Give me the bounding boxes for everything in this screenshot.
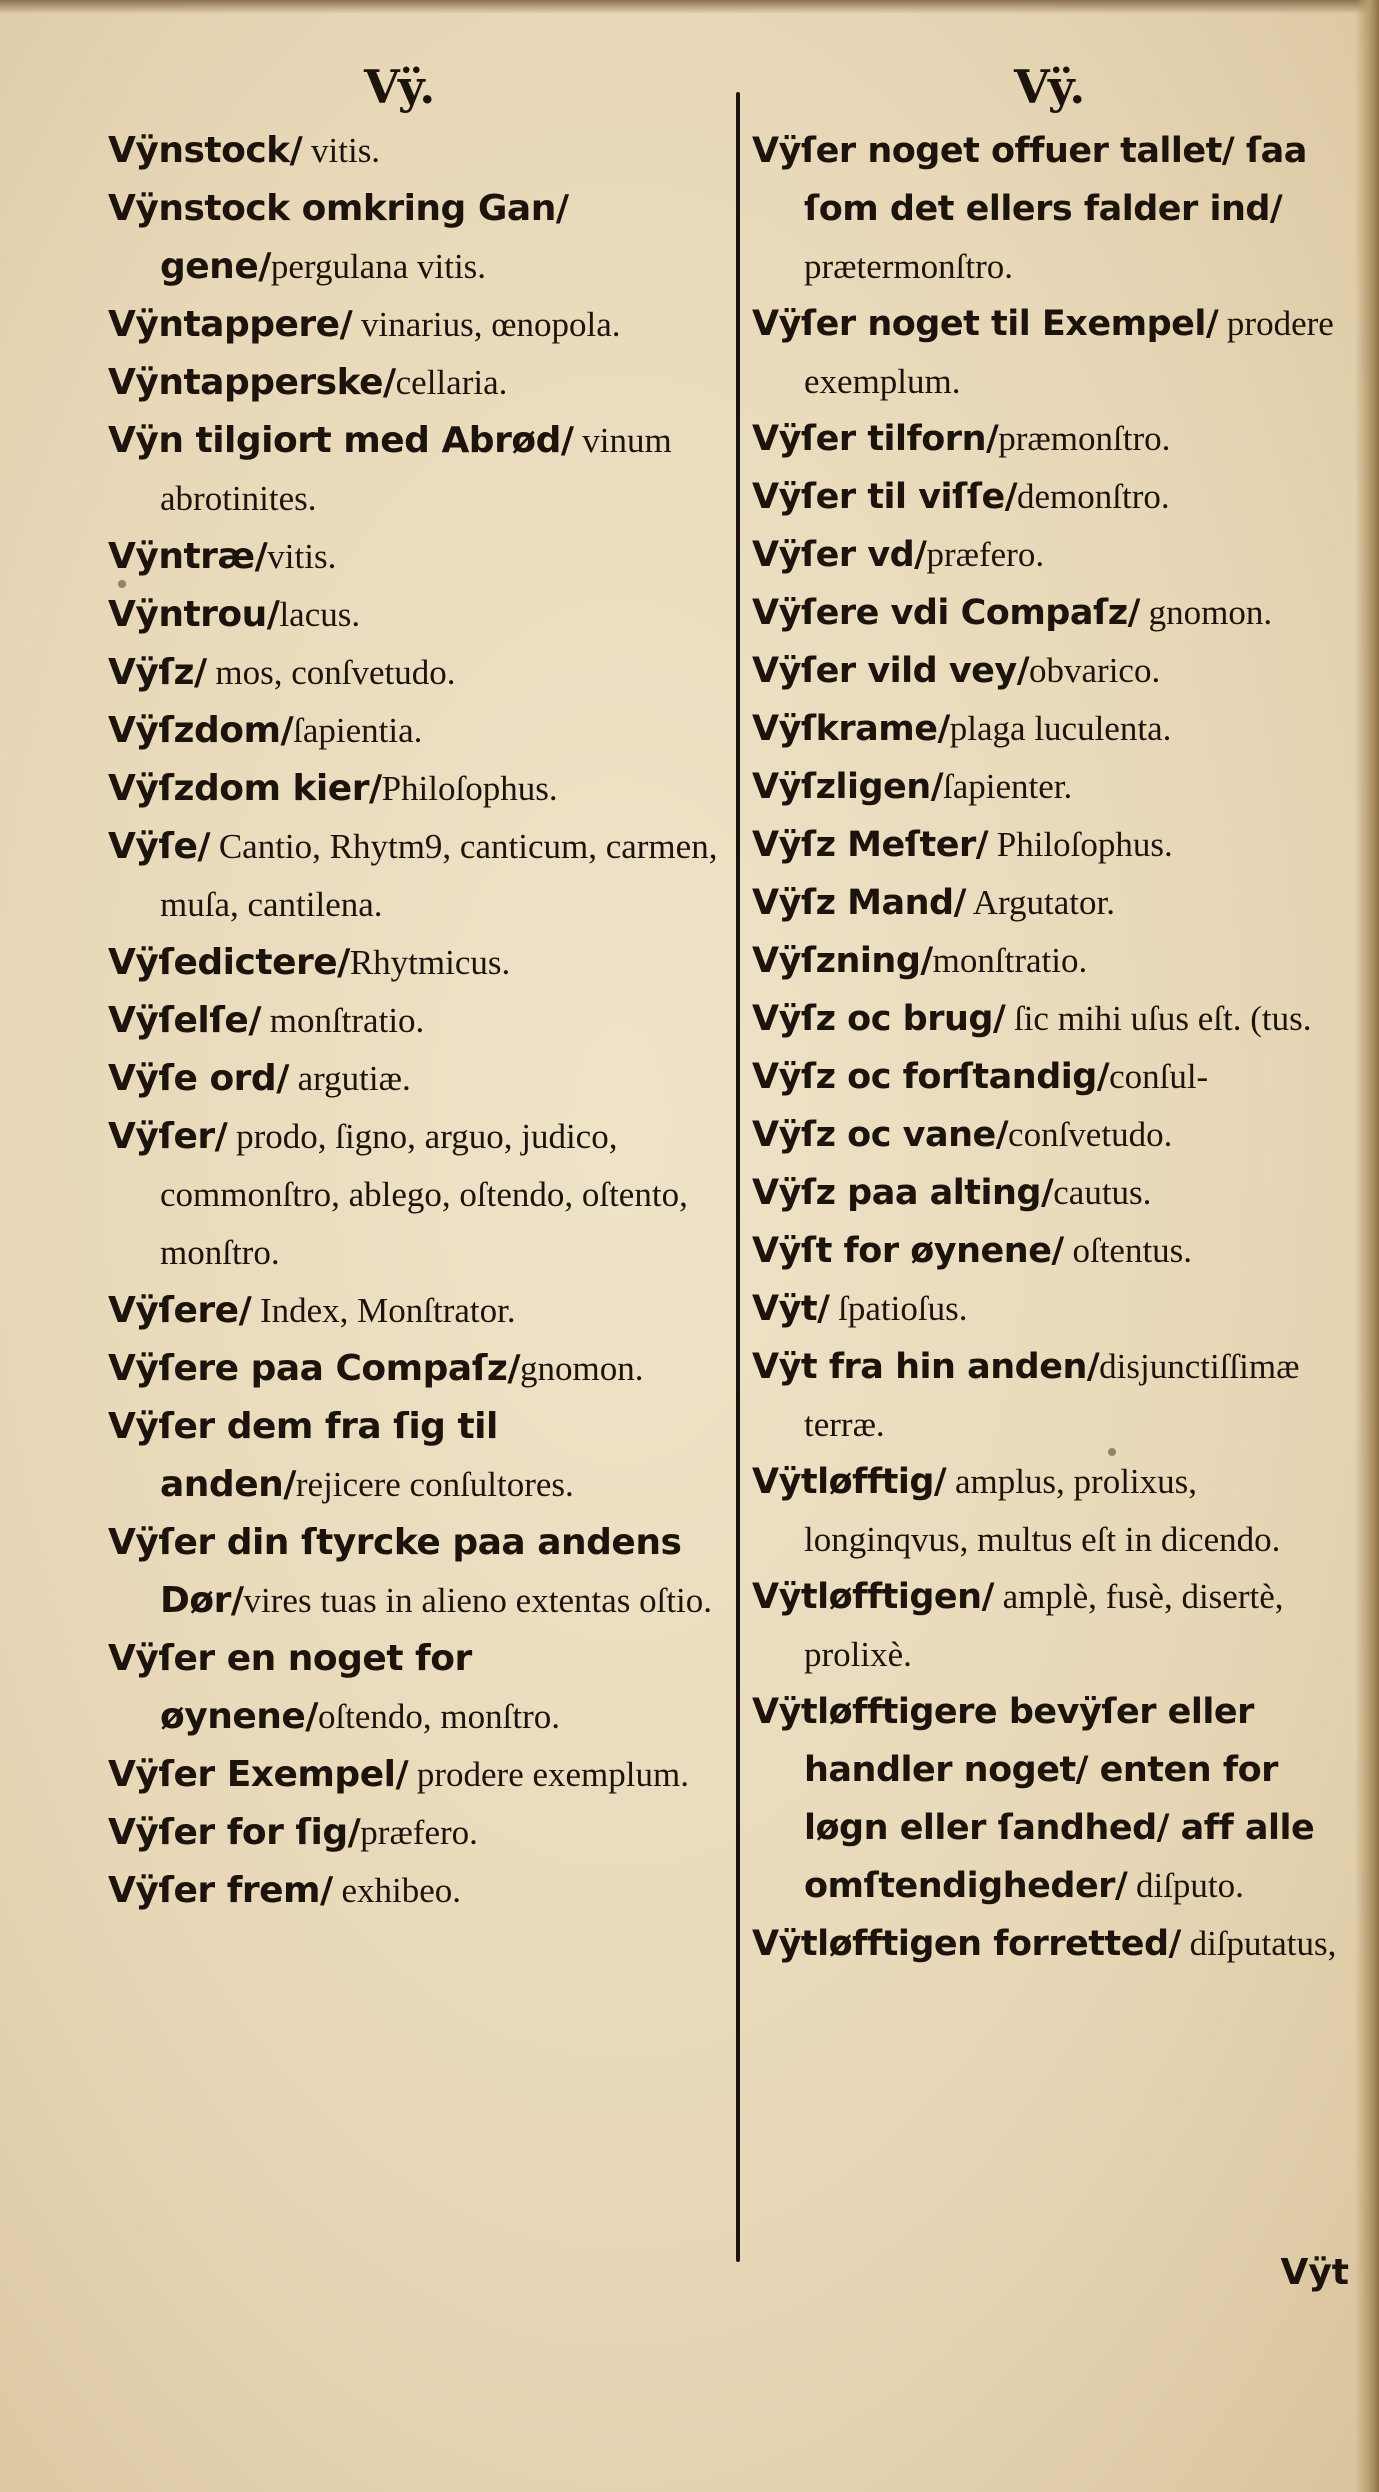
entry-gloss: vires tuas in alieno extentas oſtio. [243, 1581, 713, 1620]
entry-headword: Vÿſere vdi Compaſz/ [752, 593, 1140, 633]
dictionary-entry [752, 122, 1352, 295]
entry-gloss: plaga luculenta. [949, 709, 1172, 748]
entry-gloss: disjunctiſſimæ terræ. [804, 1347, 1300, 1444]
dictionary-entry [752, 1048, 1352, 1106]
entry-gloss: præfero. [926, 535, 1045, 574]
entry-headword: Vÿntapperske/ [108, 362, 396, 403]
dictionary-entry [752, 1915, 1352, 1973]
dictionary-entry [752, 584, 1352, 642]
dictionary-entry [752, 1568, 1352, 1683]
entry-headword: Vÿnstock/ [108, 130, 303, 171]
entry-gloss: ſpatioſus. [829, 1289, 968, 1328]
entry-gloss: vinum abrotinites. [160, 421, 672, 518]
entry-gloss: Philoſophus. [988, 825, 1173, 864]
entry-headword: Vÿt/ [752, 1289, 830, 1329]
entry-gloss: cellaria. [395, 363, 508, 402]
entry-gloss: monſtratio. [932, 941, 1088, 980]
dictionary-entry [752, 1280, 1352, 1338]
entry-gloss: conſvetudo. [1008, 1115, 1173, 1154]
entry-gloss: gnomon. [520, 1349, 644, 1388]
entry-headword: Vÿſer for ſig/ [108, 1812, 361, 1853]
entry-gloss: rejicere conſultores. [295, 1465, 574, 1504]
entry-headword: Vÿſz/ [108, 652, 207, 693]
entry-headword: Vÿſz Meſter/ [752, 825, 988, 865]
dictionary-entry [752, 932, 1352, 990]
entry-gloss: exhibeo. [332, 1871, 461, 1910]
column-rule [736, 92, 740, 2262]
entry-headword: Vÿſere paa Compaſz/ [108, 1348, 520, 1389]
entry-headword: Vÿſe/ [108, 826, 211, 867]
ink-speck [118, 580, 126, 588]
dictionary-entry [752, 874, 1352, 932]
entry-headword: Vÿſer noget offuer tallet/ ſaa ſom det ellers falder ind/ [752, 131, 1307, 229]
entry-headword: Vÿtløfftigen/ [752, 1577, 994, 1617]
right-column [752, 52, 1352, 1973]
catchword: Vÿt [1280, 2252, 1349, 2293]
entry-gloss: monſtratio. [260, 1001, 425, 1040]
entry-headword: Vÿſz Mand/ [752, 883, 966, 923]
entry-headword: Vÿntrou/ [108, 594, 280, 635]
entry-headword: Vÿſe ord/ [108, 1058, 289, 1099]
dictionary-entry [752, 1453, 1352, 1568]
entry-gloss: ſapienter. [943, 767, 1073, 806]
dictionary-entry [752, 1106, 1352, 1164]
entry-gloss: ſic mihi uſus eſt. (tus. [1005, 999, 1312, 1038]
entry-headword: Vÿſz oc vane/ [752, 1115, 1009, 1155]
dictionary-entry [108, 1340, 728, 1398]
entry-headword: Vÿſere/ [108, 1290, 252, 1331]
entry-gloss: gnomon. [1139, 593, 1273, 632]
entry-headword: Vÿn tilgiort med Abrød/ [108, 420, 574, 461]
dictionary-entry [752, 526, 1352, 584]
entry-gloss: cautus. [1053, 1173, 1152, 1212]
entry-gloss: conſul- [1109, 1057, 1209, 1096]
entry-headword: Vÿſer noget til Exempel/ [752, 304, 1219, 344]
entry-gloss: amplè, fusè, disertè, prolixè. [804, 1577, 1284, 1674]
entry-headword: Vÿntræ/ [108, 536, 268, 577]
dictionary-entry [752, 410, 1352, 468]
entry-headword: Vÿſzning/ [752, 941, 933, 981]
right-entry-list [752, 122, 1352, 1973]
entry-headword: Vÿſer din ſtyrcke paa andens Dør/ [108, 1522, 682, 1621]
dictionary-entry [752, 295, 1352, 410]
dictionary-entry [108, 1804, 728, 1862]
entry-headword: Vÿſer dem fra ſig til anden/ [108, 1406, 498, 1505]
dictionary-entry [108, 1862, 728, 1920]
entry-gloss: oſtentus. [1063, 1231, 1193, 1270]
entry-headword: Vÿtløfftig/ [752, 1462, 947, 1502]
entry-gloss: Cantio, Rhytm9, canticum, carmen, muſa, cantilena. [160, 827, 718, 924]
entry-gloss: præfero. [360, 1813, 478, 1852]
dictionary-entry [108, 354, 728, 412]
dictionary-entry [108, 1050, 728, 1108]
entry-headword: Vÿſer vild vey/ [752, 651, 1030, 691]
entry-gloss: Philoſophus. [381, 769, 558, 808]
entry-gloss: Argutator. [965, 883, 1115, 922]
running-head-left: Vÿ. [364, 60, 436, 114]
dictionary-entry [108, 992, 728, 1050]
entry-headword: Vÿſz oc forſtandig/ [752, 1057, 1110, 1097]
running-head-right: Vÿ. [1014, 60, 1086, 114]
entry-headword: Vÿnstock omkring Gan/ gene/ [108, 188, 569, 287]
entry-gloss: argutiæ. [288, 1059, 411, 1098]
left-column [108, 52, 728, 1920]
entry-headword: Vÿt fra hin anden/ [752, 1347, 1100, 1387]
entry-gloss: diſputo. [1127, 1866, 1244, 1905]
entry-gloss: vitis. [267, 537, 337, 576]
entry-headword: Vÿſer til viſſe/ [752, 477, 1018, 517]
entry-gloss: vinarius, œnopola. [352, 305, 621, 344]
left-entry-list [108, 122, 728, 1920]
entry-headword: Vÿſzdom kier/ [108, 768, 382, 809]
entry-gloss: prodere exemplum. [804, 304, 1334, 401]
entry-headword: Vÿſzligen/ [752, 767, 943, 807]
entry-headword: Vÿſkrame/ [752, 709, 950, 749]
dictionary-entry [108, 702, 728, 760]
dictionary-entry [108, 1398, 728, 1514]
dictionary-entry [108, 1630, 728, 1746]
dictionary-entry [108, 644, 728, 702]
dictionary-entry [108, 180, 728, 296]
entry-headword: Vÿſer tilforn/ [752, 419, 999, 459]
dictionary-entry [752, 990, 1352, 1048]
entry-headword: Vÿſer en noget for øynene/ [108, 1638, 472, 1737]
entry-gloss: oſtendo, monſtro. [317, 1697, 560, 1736]
entry-gloss: amplus, prolixus, longinqvus, multus eſt in dicendo. [804, 1462, 1281, 1559]
entry-gloss: lacus. [279, 595, 361, 634]
ink-speck [1108, 1448, 1116, 1456]
dictionary-entry [108, 296, 728, 354]
dictionary-entry [752, 1164, 1352, 1222]
entry-gloss: Rhytmicus. [349, 943, 511, 982]
page-right-edge [1355, 0, 1379, 2492]
entry-headword: Vÿſz paa alting/ [752, 1173, 1054, 1213]
entry-gloss: vitis. [302, 131, 381, 170]
dictionary-entry [752, 642, 1352, 700]
dictionary-entry [108, 122, 728, 180]
entry-headword: Vÿſer/ [108, 1116, 228, 1157]
entry-gloss: diſputatus, [1180, 1924, 1337, 1963]
entry-gloss: prodere exemplum. [408, 1755, 689, 1794]
dictionary-entry [752, 1683, 1352, 1915]
entry-gloss: Index, Monſtrator. [251, 1291, 516, 1330]
dictionary-entry [752, 1338, 1352, 1453]
entry-headword: Vÿtløfftigen forretted/ [752, 1924, 1181, 1964]
page-top-edge [0, 0, 1379, 14]
entry-headword: Vÿſt for øynene/ [752, 1231, 1064, 1271]
dictionary-entry [108, 818, 728, 934]
entry-gloss: mos, conſvetudo. [206, 653, 456, 692]
entry-headword: Vÿſer frem/ [108, 1870, 333, 1911]
dictionary-entry [108, 760, 728, 818]
dictionary-entry [108, 1282, 728, 1340]
entry-headword: Vÿtløfftigere bevÿſer eller handler noget/ enten for løgn eller ſandhed/ aff alle omſtendigheder/ [752, 1692, 1315, 1906]
dictionary-entry [752, 758, 1352, 816]
entry-headword: Vÿſer Exempel/ [108, 1754, 409, 1795]
entry-gloss: prodo, ſigno, arguo, judico, commonſtro, ablego, oſtendo, oſtento, monſtro. [160, 1117, 688, 1272]
entry-headword: Vÿſelſe/ [108, 1000, 261, 1041]
entry-headword: Vÿſedictere/ [108, 942, 350, 983]
entry-gloss: ſapientia. [293, 711, 423, 750]
entry-headword: Vÿſer vd/ [752, 535, 927, 575]
dictionary-entry [108, 934, 728, 992]
entry-gloss: præmonſtro. [998, 419, 1171, 458]
dictionary-entry [108, 1514, 728, 1630]
dictionary-entry [752, 816, 1352, 874]
entry-headword: Vÿſzdom/ [108, 710, 294, 751]
dictionary-entry [108, 528, 728, 586]
dictionary-entry [752, 468, 1352, 526]
entry-gloss: demonſtro. [1017, 477, 1170, 516]
dictionary-entry [752, 1222, 1352, 1280]
dictionary-entry [108, 1746, 728, 1804]
entry-gloss: pergulana vitis. [270, 247, 487, 286]
dictionary-entry [108, 412, 728, 528]
entry-headword: Vÿntappere/ [108, 304, 353, 345]
entry-headword: Vÿſz oc brug/ [752, 999, 1006, 1039]
entry-gloss: obvarico. [1029, 651, 1161, 690]
dictionary-entry [752, 700, 1352, 758]
dictionary-entry [108, 586, 728, 644]
dictionary-entry [108, 1108, 728, 1282]
entry-gloss: prætermonſtro. [804, 247, 1013, 286]
